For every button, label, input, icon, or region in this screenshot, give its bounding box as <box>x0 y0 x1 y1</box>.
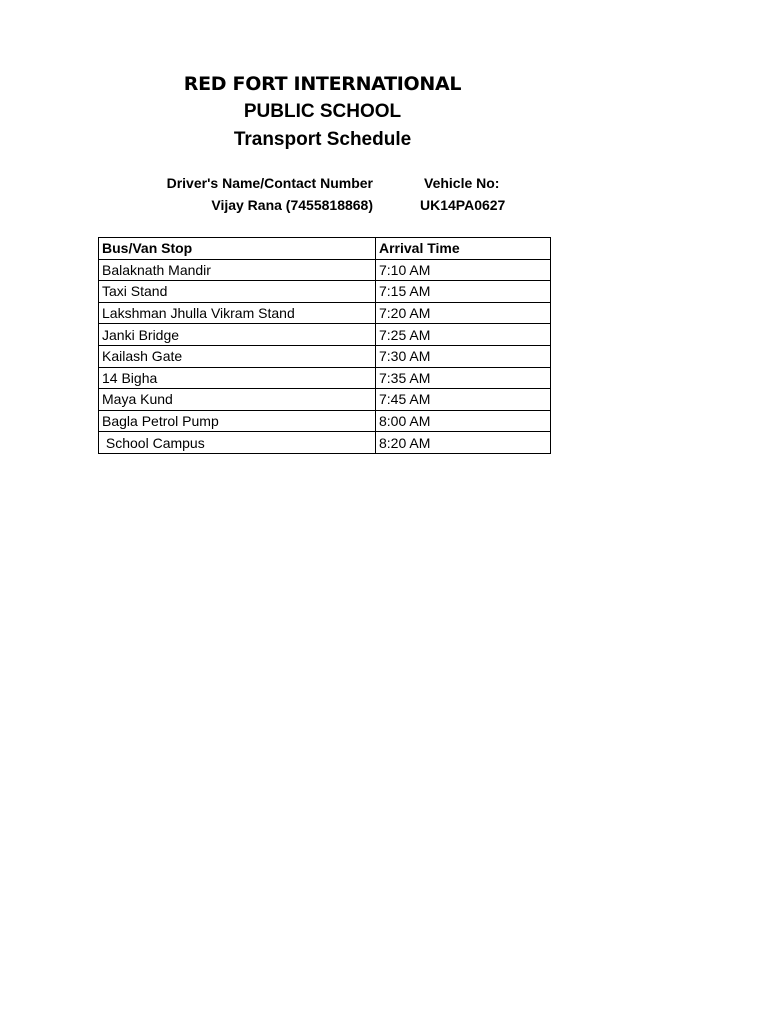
stop-cell: Balaknath Mandir <box>99 259 376 281</box>
header-arrival-time: Arrival Time <box>376 238 551 260</box>
time-cell: 7:25 AM <box>376 324 551 346</box>
school-name-line2: PUBLIC SCHOOL <box>243 101 402 122</box>
header-stop: Bus/Van Stop <box>99 238 376 260</box>
stop-cell: Kailash Gate <box>99 345 376 367</box>
stop-cell: Maya Kund <box>99 389 376 411</box>
table-row <box>99 281 551 303</box>
stop-cell: Taxi Stand <box>99 281 376 303</box>
time-cell: 7:10 AM <box>376 259 551 281</box>
schedule-table <box>98 237 551 454</box>
stop-cell: Lakshman Jhulla Vikram Stand <box>99 302 376 324</box>
school-name-line1: RED FORT INTERNATIONAL <box>183 73 462 95</box>
time-cell: 7:45 AM <box>376 389 551 411</box>
table-row <box>99 367 551 389</box>
vehicle-label: Vehicle No: <box>424 175 500 191</box>
table-header-row <box>99 238 551 260</box>
table-row <box>99 302 551 324</box>
table-row <box>99 389 551 411</box>
stop-cell: School Campus <box>99 432 376 454</box>
time-cell: 7:35 AM <box>376 367 551 389</box>
table-row <box>99 410 551 432</box>
time-cell: 8:20 AM <box>376 432 551 454</box>
stop-cell: Janki Bridge <box>99 324 376 346</box>
table-row <box>99 432 551 454</box>
driver-value: Vijay Rana (7455818868) <box>211 197 373 213</box>
driver-label: Driver's Name/Contact Number <box>166 175 373 191</box>
table-row <box>99 259 551 281</box>
time-cell: 7:20 AM <box>376 302 551 324</box>
stop-cell: Bagla Petrol Pump <box>99 410 376 432</box>
vehicle-value: UK14PA0627 <box>420 197 506 213</box>
time-cell: 8:00 AM <box>376 410 551 432</box>
table-row <box>99 324 551 346</box>
stop-cell: 14 Bigha <box>99 367 376 389</box>
table-row <box>99 345 551 367</box>
schedule-title: Transport Schedule <box>233 129 412 150</box>
time-cell: 7:15 AM <box>376 281 551 303</box>
time-cell: 7:30 AM <box>376 345 551 367</box>
document-title <box>150 70 495 154</box>
